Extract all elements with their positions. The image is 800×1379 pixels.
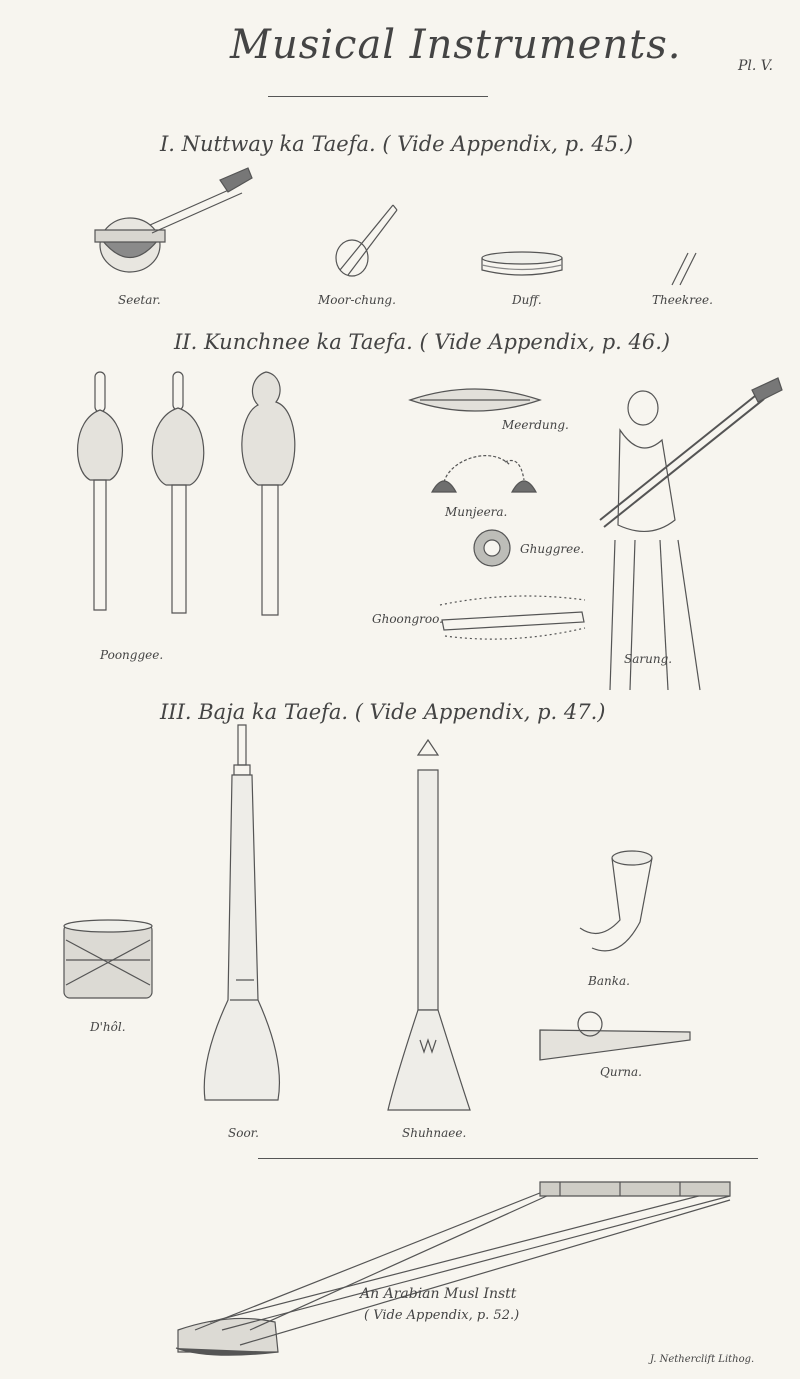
munjeera-illustration: [432, 456, 536, 492]
soor-illustration: [204, 725, 279, 1100]
moor-chung-illustration: [336, 205, 397, 276]
caption-qurna: Qurna.: [600, 1065, 642, 1079]
caption-poonggee: Poonggee.: [100, 648, 164, 662]
caption-duff: Duff.: [512, 293, 542, 307]
meerdung-illustration: [410, 389, 540, 411]
section-3-heading: III. Baja ka Taefa. ( Vide Appendix, p. 47.): [160, 700, 606, 724]
caption-meerdung: Meerdung.: [502, 418, 569, 432]
title-rule: [268, 96, 488, 97]
plate-number: Pl. V.: [738, 58, 773, 74]
plate-title: Musical Instruments.: [230, 22, 682, 68]
section-3-rule: [258, 1158, 758, 1159]
caption-soor: Soor.: [228, 1126, 259, 1140]
sarung-player-illustration: [600, 378, 782, 690]
caption-arabian-instrument: An Arabian Musl Instt: [360, 1286, 517, 1302]
seetar-illustration: [95, 168, 252, 272]
arabian-instrument-illustration: [176, 1182, 730, 1355]
caption-ghoongroo: Ghoongroo.: [372, 612, 443, 626]
caption-arabian-reference: ( Vide Appendix, p. 52.): [364, 1308, 520, 1323]
caption-moor-chung: Moor-chung.: [318, 293, 396, 307]
caption-seetar: Seetar.: [118, 293, 161, 307]
theekree-illustration: [672, 253, 696, 285]
dhol-illustration: [64, 920, 152, 998]
ghuggree-illustration: [474, 530, 510, 566]
caption-dhol: D'hôl.: [90, 1020, 126, 1034]
poonggee-illustration: [78, 372, 295, 615]
ghoongroo-illustration: [440, 596, 585, 639]
caption-banka: Banka.: [588, 974, 630, 988]
qurna-illustration: [540, 1012, 690, 1060]
banka-illustration: [580, 851, 652, 951]
section-1-heading: I. Nuttway ka Taefa. ( Vide Appendix, p. 45.): [160, 132, 634, 156]
section-2-heading: II. Kunchnee ka Taefa. ( Vide Appendix, p. 46.): [174, 330, 671, 354]
caption-ghuggree: Ghuggree.: [520, 542, 585, 556]
caption-sarung: Sarung.: [624, 652, 673, 666]
caption-theekree: Theekree.: [652, 293, 713, 307]
caption-shuhnaee: Shuhnaee.: [402, 1126, 467, 1140]
caption-munjeera: Munjeera.: [445, 505, 508, 519]
shuhnaee-illustration: [388, 740, 470, 1110]
duff-illustration: [482, 252, 562, 275]
lithographer-credit: J. Netherclift Lithog.: [650, 1354, 755, 1365]
